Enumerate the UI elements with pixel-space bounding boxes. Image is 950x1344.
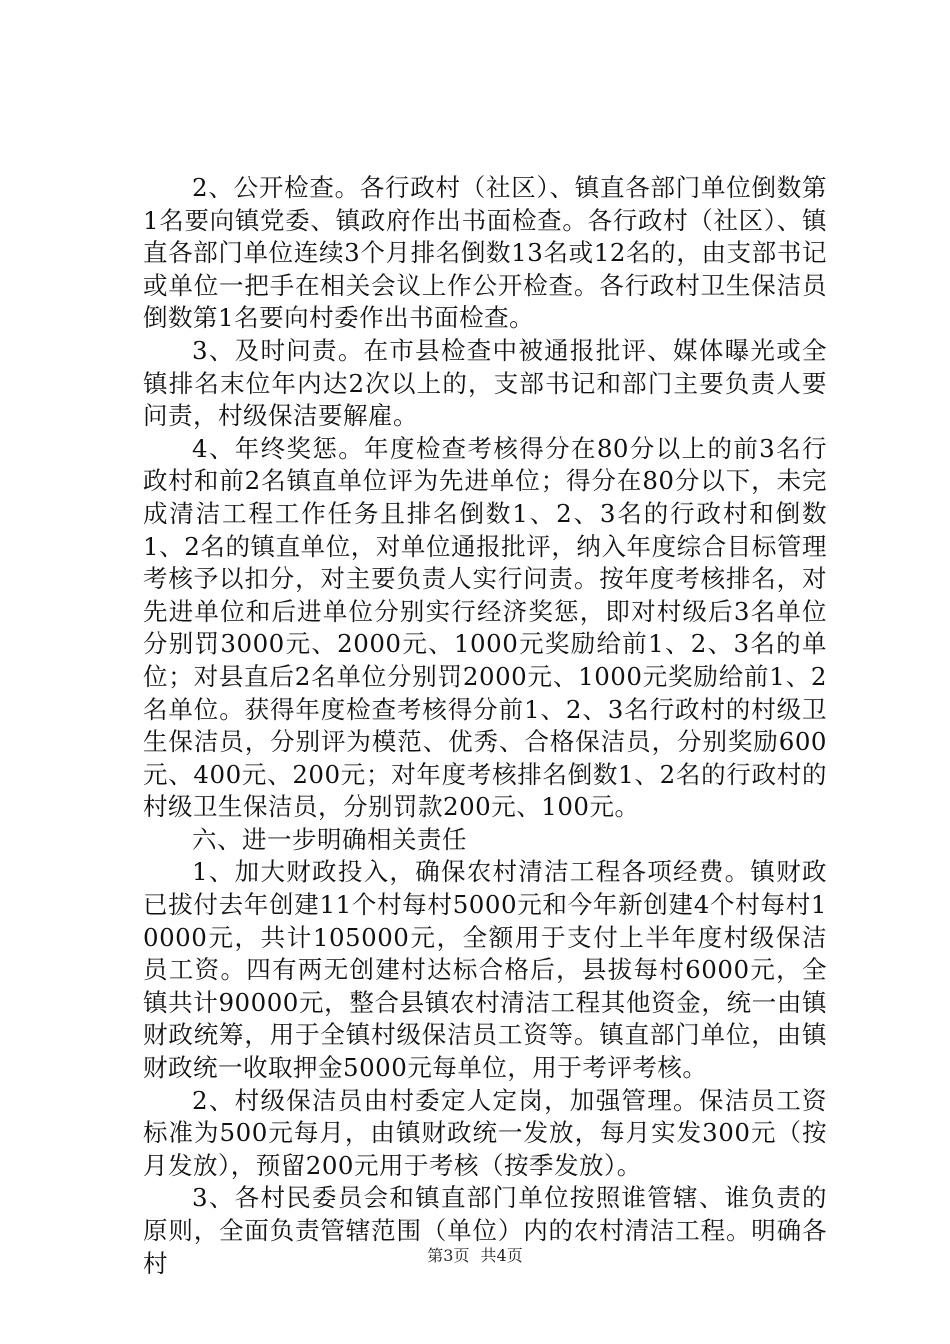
page-total: 共4页 bbox=[480, 1246, 523, 1265]
paragraph-accountability: 3、及时问责。在市县检查中被通报批评、媒体曝光或全镇排名末位年内达2次以上的，支部书记和部门主要负责人要问责，村级保洁要解雇。 bbox=[143, 335, 827, 431]
page-footer bbox=[0, 1243, 950, 1266]
paragraph-year-end-rewards: 4、年终奖惩。年度检查考核得分在80分以上的前3名行政村和前2名镇直单位评为先进单位；得分在80分以下，未完成清洁工程工作任务且排名倒数1、2、3名的行政村和倒数1、2名的镇直单位，对单位通报批评，纳入年度综合目标管理考核予以扣分，对主要负责人实行问责。按年度考核排名，对先进单位和后进单位分别实行经济奖惩，即对村级后3名单位分别罚3000元、2000元、1000元奖励给前1、2、3名的单位；对县直后2名单位分别罚2000元、1000元奖励给前1、2名单位。获得年度检查考核得分前1、2、3名行政村的村级卫生保洁员，分别评为模范、优秀、合格保洁员，分别奖励600元、400元、200元；对年度考核排名倒数1、2名的行政村的村级卫生保洁员，分别罚款200元、100元。 bbox=[143, 433, 827, 822]
page-number: 第3页 bbox=[427, 1246, 470, 1265]
paragraph-public-review: 2、公开检查。各行政村（社区）、镇直各部门单位倒数第1名要向镇党委、镇政府作出书面检查。各行政村（社区）、镇直各部门单位连续3个月排名倒数13名或12名的，由支部书记或单位一把手在相关会议上作公开检查。各行政村卫生保洁员倒数第1名要向村委作出书面检查。 bbox=[143, 173, 827, 333]
section-heading-responsibilities: 六、进一步明确相关责任 bbox=[192, 824, 467, 854]
paragraph-financial-input: 1、加大财政投入，确保农村清洁工程各项经费。镇财政已拔付去年创建11个村每村5000元和今年新创建4个村每村10000元，共计105000元，全额用于支付上半年度村级保洁员工资。四有两无创建村达标合格后，县拔每村6000元，全镇共计90000元，整合县镇农村清洁工程其他资金，统一由镇财政统筹，用于全镇村级保洁员工资等。镇直部门单位，由镇财政统一收取押金5000元每单位，用于考评考核。 bbox=[143, 857, 827, 1083]
paragraph-cleaner-management: 2、村级保洁员由村委定人定岗，加强管理。保洁员工资标准为500元每月，由镇财政统一发放，每月实发300元（按月发放），预留200元用于考核（按季发放）。 bbox=[143, 1085, 827, 1180]
paragraph-jurisdiction-duty: 3、各村民委员会和镇直部门单位按照谁管辖、谁负责的原则，全面负责管辖范围（单位）内的农村清洁工程。明确各村 bbox=[143, 1183, 827, 1278]
document-body bbox=[143, 172, 827, 1280]
